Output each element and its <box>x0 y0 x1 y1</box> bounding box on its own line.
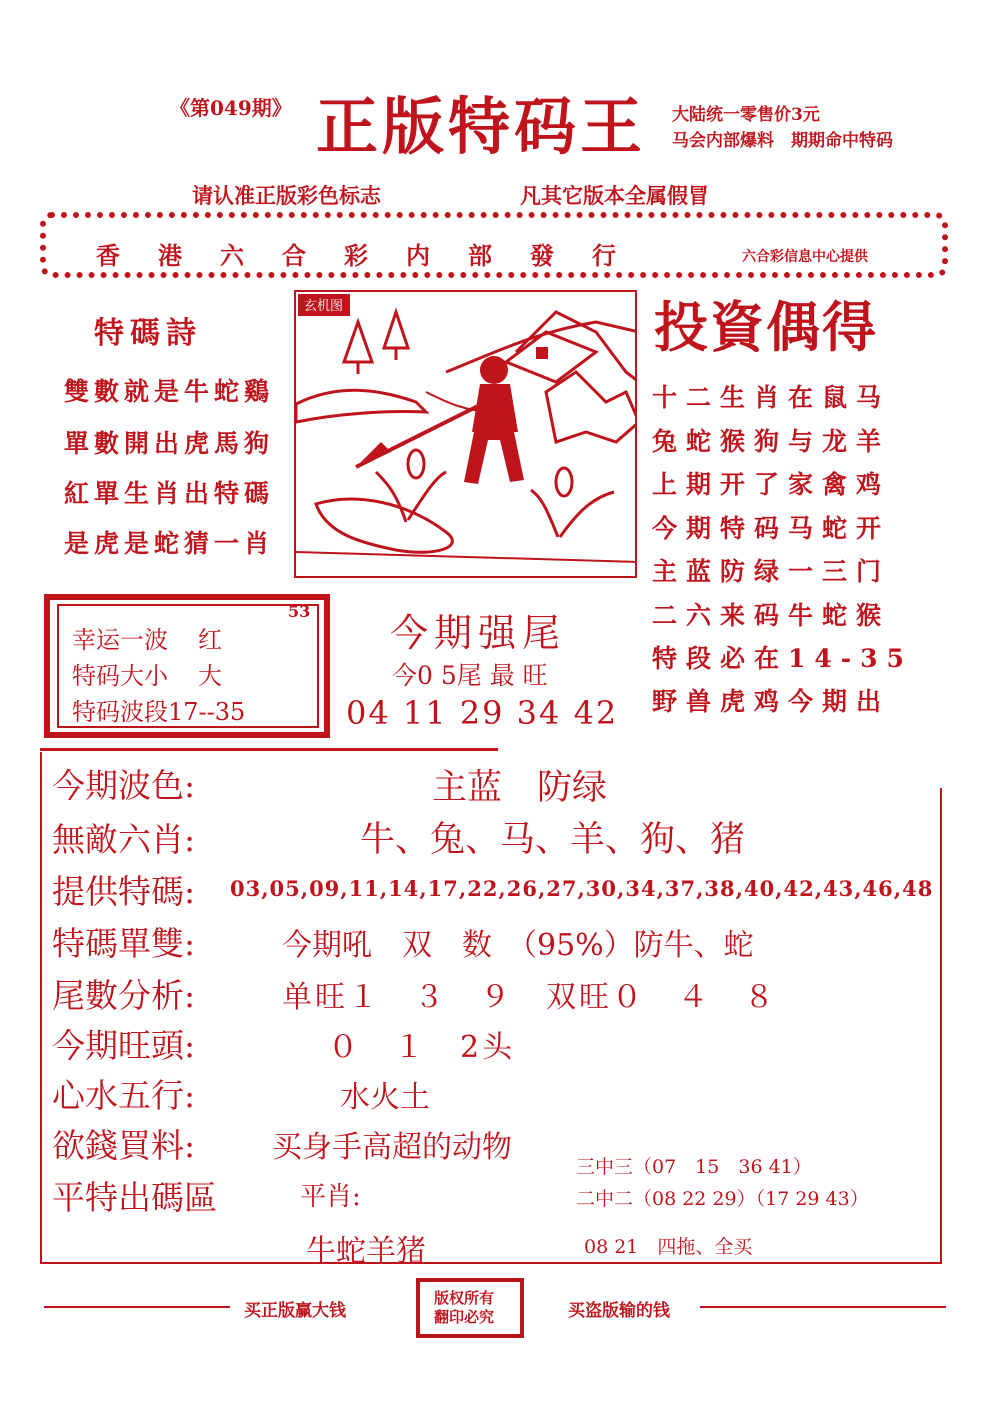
invest-line: 特段必在14-35 <box>652 644 913 673</box>
luck-label: 幸运一波 <box>72 626 168 654</box>
banner-subtext: 六合彩信息中心提供 <box>742 249 868 265</box>
row-value-odd-even: 今期吼 双 数 （95%）防牛、蛇 <box>282 928 754 963</box>
poem-line: 雙數就是牛蛇鷄 <box>64 377 275 406</box>
invest-line: 今期特码马蛇开 <box>652 514 891 543</box>
strong-tail-sub: 今0 5尾 最 旺 <box>392 661 548 690</box>
row-value-flat-zodiac-label: 平肖: <box>300 1182 361 1212</box>
luck-value: 红 <box>198 626 222 654</box>
invest-title: 投資偶得 <box>654 295 878 359</box>
strong-tail-title: 今期强尾 <box>390 611 567 655</box>
invest-line: 兔蛇猴狗与龙羊 <box>652 427 891 456</box>
invest-line: 野兽虎鸡今期出 <box>652 687 891 716</box>
invest-line: 十二生肖在鼠马 <box>652 383 891 412</box>
row-value-six-zodiac: 牛、兔、马、羊、狗、猪 <box>360 820 746 860</box>
picture-stamp: 玄机图 <box>304 299 344 314</box>
footer-line-left <box>44 1306 230 1308</box>
three-of-three: 三中三（07 15 36 41） <box>576 1156 812 1178</box>
notice-fake: 凡其它版本全属假冒 <box>520 183 709 208</box>
frame-left-line <box>40 752 42 1264</box>
row-label-five-elements: 心水五行: <box>52 1076 196 1115</box>
frame-right-line <box>940 788 942 1264</box>
row-label-special-codes: 提供特碼: <box>52 872 196 911</box>
luck-code: 53 <box>288 602 311 621</box>
four-drag: 08 21 四拖、全买 <box>584 1236 753 1258</box>
luck-row <box>72 692 245 727</box>
row-value-wave-color: 主蓝 防绿 <box>432 768 608 808</box>
luck-row <box>72 620 222 655</box>
row-label-odd-even: 特碼單雙: <box>52 924 196 963</box>
flat-zodiac-values: 牛蛇羊猪 <box>306 1234 426 1269</box>
row-value-buy-hint: 买身手高超的动物 <box>272 1130 512 1165</box>
poem-line: 紅單生肖出特碼 <box>64 479 275 508</box>
insider-note: 马会内部爆料 期期命中特码 <box>672 131 893 151</box>
luck-label: 特码大小 <box>72 662 168 690</box>
stamp-line-1: 版权所有 <box>434 1289 495 1307</box>
price-note: 大陆统一零售价3元 <box>672 105 820 125</box>
stamp-line-2: 翻印必究 <box>434 1308 495 1326</box>
row-label-hot-head: 今期旺頭: <box>52 1026 196 1065</box>
footer-right-text: 买盗版输的钱 <box>568 1301 670 1321</box>
row-label-six-zodiac: 無敵六肖: <box>52 820 196 859</box>
poem-line: 是虎是蛇猜一肖 <box>64 529 275 558</box>
row-value-five-elements: 水火土 <box>340 1080 430 1115</box>
poem-line: 單數開出虎馬狗 <box>64 429 275 458</box>
footer-left-text: 买正版赢大钱 <box>244 1301 346 1321</box>
row-label-wave-color: 今期波色: <box>52 766 196 805</box>
farmer-illustration-icon <box>294 290 637 578</box>
two-of-two: 二中二（08 22 29）（17 29 43） <box>576 1188 869 1210</box>
page-title: 正版特码王 <box>316 90 647 163</box>
frame-top-line <box>40 748 498 751</box>
row-label-tail-analysis: 尾數分析: <box>52 976 196 1015</box>
frame-bottom-line <box>40 1262 942 1264</box>
row-value-tail-analysis: 单旺１ ３ ９ 双旺０ ４ ８ <box>282 980 777 1015</box>
invest-line: 上期开了家禽鸡 <box>652 470 891 499</box>
row-label-flat-special: 平特出碼區 <box>52 1178 217 1217</box>
luck-value: 17--35 <box>168 698 246 726</box>
notice-genuine: 请认准正版彩色标志 <box>192 183 381 208</box>
issue-number: 《第049期》 <box>170 96 292 120</box>
banner-text: 香港六合彩内部發行 <box>96 241 654 270</box>
row-value-special-codes: 03,05,09,11,14,17,22,26,27,30,34,37,38,40,42,43,46,48 <box>230 876 934 901</box>
row-label-buy-hint: 欲錢買料: <box>52 1126 196 1165</box>
strong-tail-numbers: 04 11 29 34 42 <box>346 694 619 732</box>
luck-label: 特码波段 <box>72 698 168 726</box>
luck-row <box>72 656 222 691</box>
poem-title: 特碼詩 <box>94 316 202 351</box>
invest-line: 二六来码牛蛇猴 <box>652 601 891 630</box>
luck-value: 大 <box>198 662 222 690</box>
row-value-hot-head: ０ １ 2头 <box>328 1030 516 1065</box>
invest-line: 主蓝防绿一三门 <box>652 557 891 586</box>
footer-line-right <box>700 1306 946 1308</box>
